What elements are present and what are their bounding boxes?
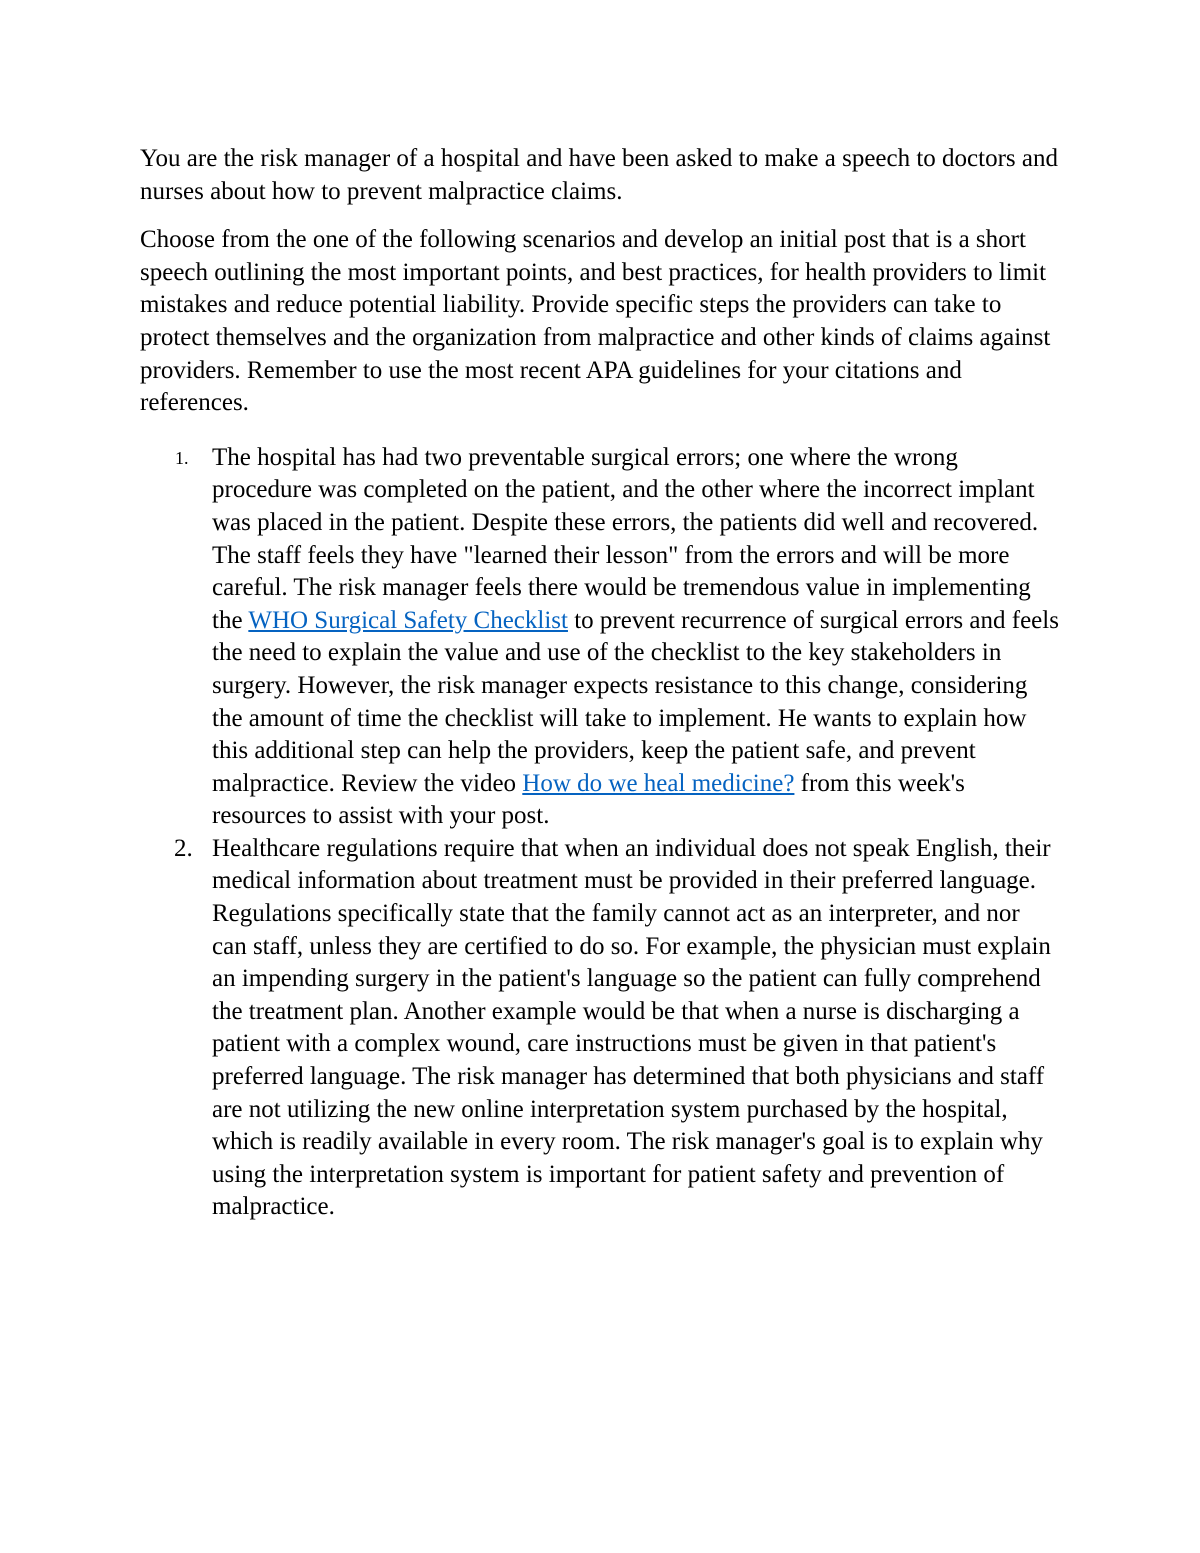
scenario-1-text-part3: from this week's resources to assist with your post.	[212, 769, 965, 830]
scenario-1-text-part1: The hospital has had two preventable surgical errors; one where the wrong procedure was completed on the patient, and the other where the incorrect implant was placed in the patient. Despite these errors, the patients did well and recovered. The staff feels they have "learned their lesson" from the errors and will be more careful. The risk manager feels there would be tremendous value in implementing the	[212, 443, 1039, 634]
scenario-item-2	[140, 833, 1060, 1224]
list-number-1: 1.	[175, 447, 189, 468]
list-number-2: 2.	[174, 834, 193, 862]
intro-paragraph: You are the risk manager of a hospital and have been asked to make a speech to doctors and nurses about how to prevent malpractice claims.	[140, 145, 1058, 205]
who-surgical-safety-checklist-link[interactable]: WHO Surgical Safety Checklist	[248, 606, 568, 634]
scenario-item-1	[140, 442, 1060, 833]
instructions-paragraph: Choose from the one of the following scenarios and develop an initial post that is a short speech outlining the most important points, and best practices, for health providers to limit mistakes and reduce potential liability. Provide specific steps the providers can take to protect themselves and the organization from malpractice and other kinds of claims against providers. Remember to use the most recent APA guidelines for your citations and references.	[140, 226, 1051, 417]
scenario-1-text-part2: to prevent recurrence of surgical errors and feels the need to explain the value and use of the checklist to the key stakeholders in surgery. However, the risk manager expects resistance to this change, considering the amount of time the checklist will take to implement. He wants to explain how this additional step can help the providers, keep the patient safe, and prevent malpractice. Review the video	[212, 606, 1059, 797]
how-do-we-heal-medicine-link[interactable]: How do we heal medicine?	[522, 769, 795, 797]
document-body	[140, 143, 1060, 1224]
scenario-2-text: Healthcare regulations require that when an individual does not speak English, their medical information about treatment must be provided in their preferred language. Regulations specifically state that the family cannot act as an interpreter, and nor can staff, unless they are certified to do so. For example, the physician must explain an impending surgery in the patient's language so the patient can fully comprehend the treatment plan. Another example would be that when a nurse is discharging a patient with a complex wound, care instructions must be given in that patient's preferred language. The risk manager has determined that both physicians and staff are not utilizing the new online interpretation system purchased by the hospital, which is readily available in every room. The risk manager's goal is to explain why using the interpretation system is important for patient safety and prevention of malpractice.	[212, 834, 1051, 1221]
scenario-list	[140, 442, 1060, 1224]
